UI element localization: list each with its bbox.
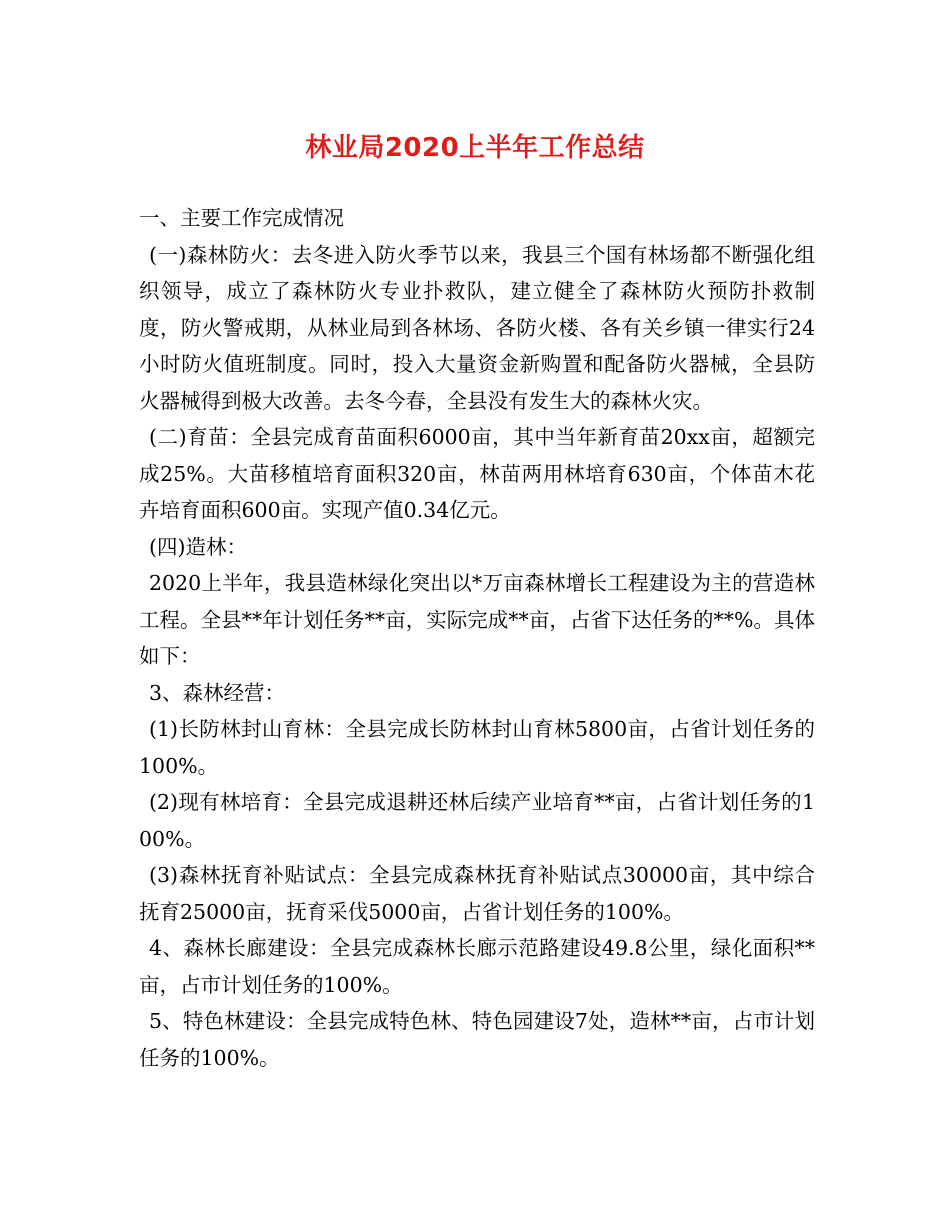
paragraph-afforestation-heading: (四)造林： — [149, 534, 247, 559]
paragraph-featured-forest: 5、特色林建设：全县完成特色林、特色园建设7处，造林**亩，占市计划任务的100%。 — [139, 1009, 815, 1070]
document-body — [139, 200, 815, 1076]
paragraph-forest-corridor: 4、森林长廊建设：全县完成森林长廊示范路建设49.8公里，绿化面积**亩，占市计划任务的100%。 — [139, 936, 815, 997]
paragraph-existing-forest: (2)现有林培育：全县完成退耕还林后续产业培育**亩，占省计划任务的100%。 — [139, 790, 815, 851]
paragraph-forest-fire-prevention: (一)森林防火：去冬进入防火季节以来，我县三个国有林场都不断强化组织领导，成立了森林防火专业扑救队，建立健全了森林防火预防扑救制度，防火警戒期，从林业局到各林场、各防火楼、各有关乡镇一律实行24小时防火值班制度。同时，投入大量资金新购置和配备防火器械，全县防火器械得到极大改善。去冬今春，全县没有发生大的森林火灾。 — [139, 242, 815, 413]
paragraph-mountain-closure: (1)长防林封山育林：全县完成长防林封山育林5800亩，占省计划任务的100%。 — [139, 717, 815, 778]
paragraph-forest-management-heading: 3、森林经营： — [149, 680, 286, 705]
paragraph-afforestation-detail: 2020上半年，我县造林绿化突出以*万亩森林增长工程建设为主的营造林工程。全县**年计划任务**亩，实际完成**亩，占省下达任务的**%。具体如下： — [139, 571, 815, 668]
section-heading-main-work: 一、主要工作完成情况 — [139, 206, 344, 230]
paragraph-seedling-cultivation: (二)育苗：全县完成育苗面积6000亩，其中当年新育苗20xx亩，超额完成25%。大苗移植培育面积320亩，林苗两用林培育630亩，个体苗木花卉培育面积600亩。实现产值0.34亿元。 — [139, 425, 815, 522]
paragraph-tending-subsidy: (3)森林抚育补贴试点：全县完成森林抚育补贴试点30000亩，其中综合抚育25000亩，抚育采伐5000亩，占省计划任务的100%。 — [139, 863, 815, 924]
document-title: 林业局2020上半年工作总结 — [305, 133, 645, 163]
